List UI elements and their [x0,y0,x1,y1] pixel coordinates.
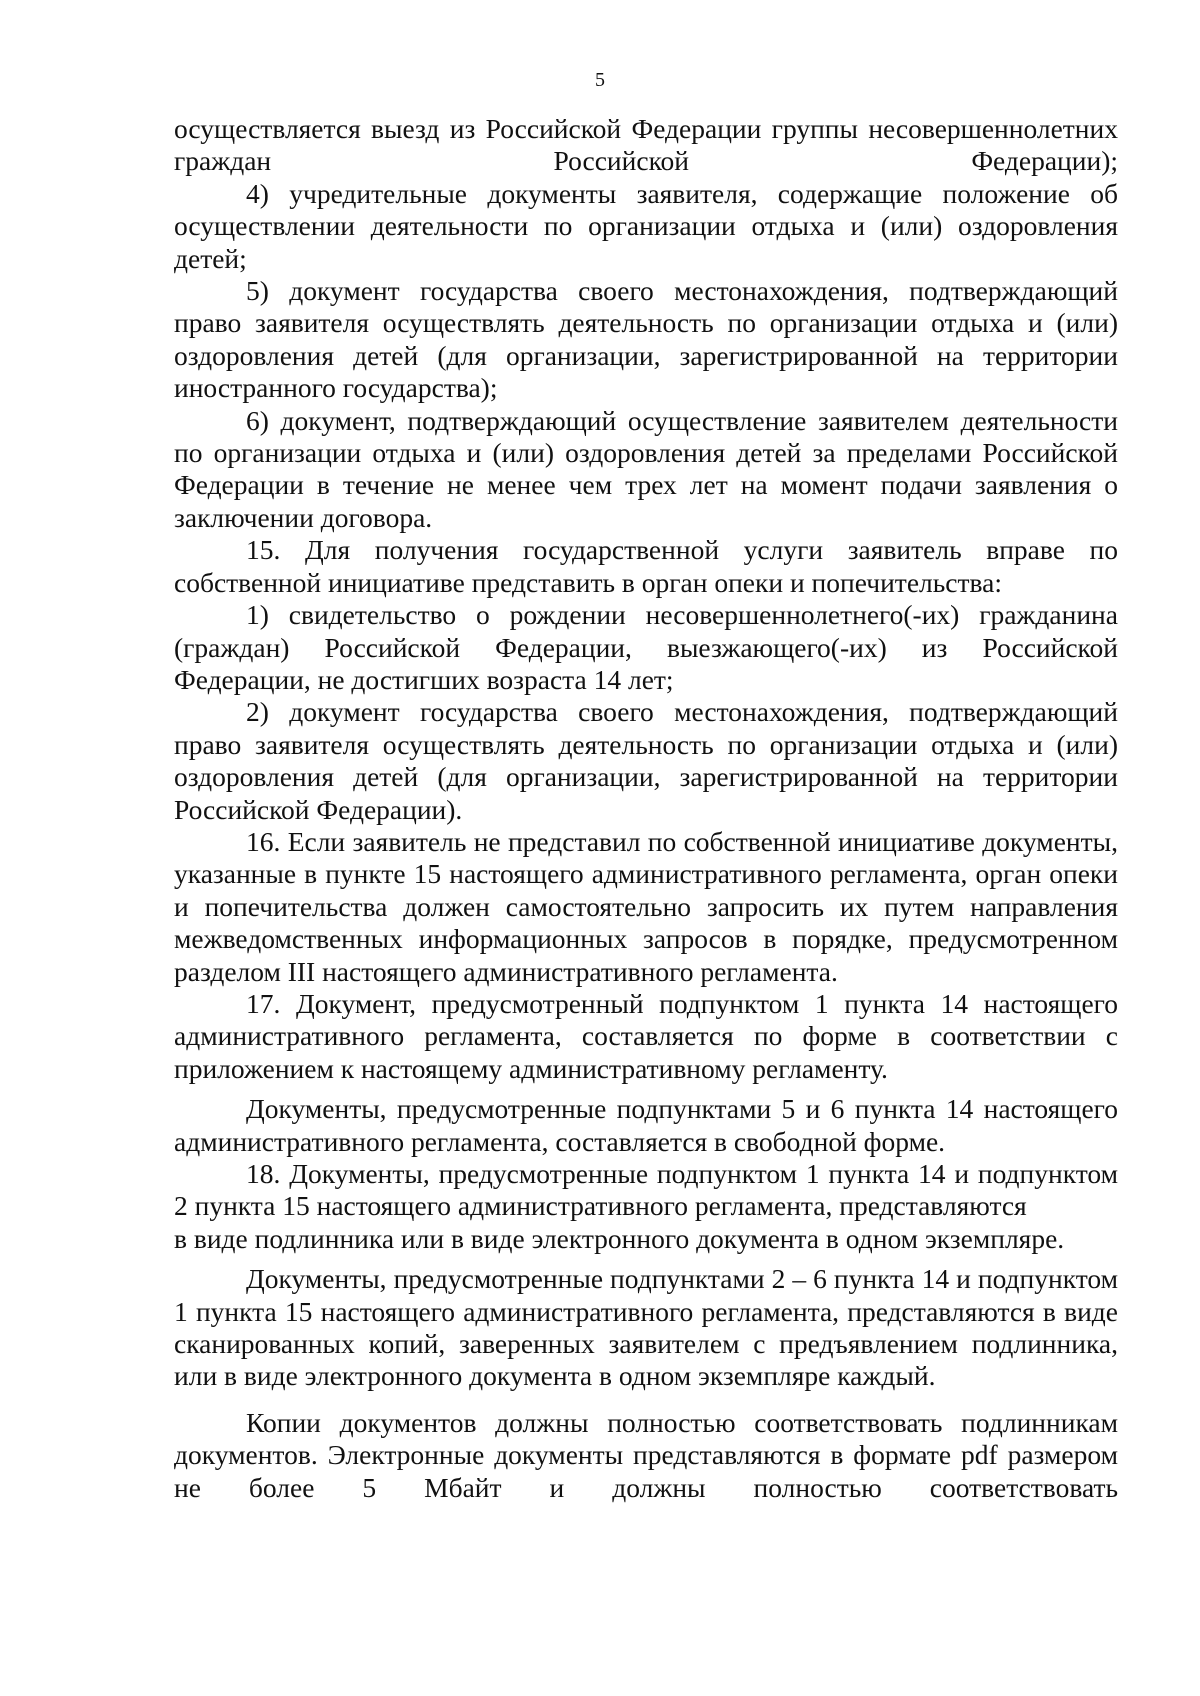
paragraph-clause-15-item-2: 2) документ государства своего местонахождения, подтверждающий право заявителя осуществлять деятельность по организации отдыха и (или) оздоровления детей (для организации, зарегистрированной на территории Российской Федерации). [174,696,1118,825]
document-body [174,113,1118,1504]
page-number: 5 [595,69,605,91]
paragraph-continuation: осуществляется выезд из Российской Федерации группы несовершеннолетних граждан Российской Федерации); [174,113,1118,177]
paragraph-copies-requirements: Копии документов должны полностью соответствовать подлинникам документов. Электронные документы представляются в формате pdf размером не более 5 Мбайт и должны полностью соответствовать [174,1406,1118,1503]
paragraph-clause-16: 16. Если заявитель не представил по собственной инициативе документы, указанные в пункте 15 настоящего административного регламента, орган опеки и попечительства должен самостоятельно запросить их путем направления межведомственных информационных запросов в порядке, предусмотренном разделом III настоящего административного регламента. [174,825,1118,987]
paragraph-clause-17: 17. Документ, предусмотренный подпунктом 1 пункта 14 настоящего административного регламента, составляется по форме в соответствии с приложением к настоящему административному регламенту. [174,987,1118,1084]
paragraph-clause-17-free-form: Документы, предусмотренные подпунктами 5 и 6 пункта 14 настоящего административного регламента, составляется в свободной форме. [174,1093,1118,1157]
paragraph-clause-15-item-1: 1) свидетельство о рождении несовершеннолетнего(-их) гражданина (граждан) Российской Федерации, выезжающего(-их) из Российской Федерации, не достигших возраста 14 лет; [174,599,1118,695]
paragraph-scanned-copies: Документы, предусмотренные подпунктами 2 – 6 пункта 14 и подпунктом 1 пункта 15 настоящего административного регламента, представляются в виде сканированных копий, заверенных заявителем с предъявлением подлинника, или в виде электронного документа в одном экземпляре каждый. [174,1263,1118,1392]
paragraph-item-6: 6) документ, подтверждающий осуществление заявителем деятельности по организации отдыха и (или) оздоровления детей за пределами Российской Федерации в течение не менее чем трех лет на момент подачи заявления о заключении договора. [174,404,1118,533]
paragraph-clause-18: 18. Документы, предусмотренные подпунктом 1 пункта 14 и подпунктом 2 пункта 15 настоящего административного регламента, представляются [174,1158,1118,1222]
paragraph-item-4: 4) учредительные документы заявителя, содержащие положение об осуществлении деятельности по организации отдыха и (или) оздоровления детей; [174,177,1118,274]
paragraph-clause-15: 15. Для получения государственной услуги заявитель вправе по собственной инициативе представить в орган опеки и попечительства: [174,534,1118,598]
paragraph-clause-18-continuation: в виде подлинника или в виде электронного документа в одном экземпляре. [174,1222,1065,1254]
paragraph-item-5: 5) документ государства своего местонахождения, подтверждающий право заявителя осуществлять деятельность по организации отдыха и (или) оздоровления детей (для организации, зарегистрированной на территории иностранного государства); [174,275,1118,404]
